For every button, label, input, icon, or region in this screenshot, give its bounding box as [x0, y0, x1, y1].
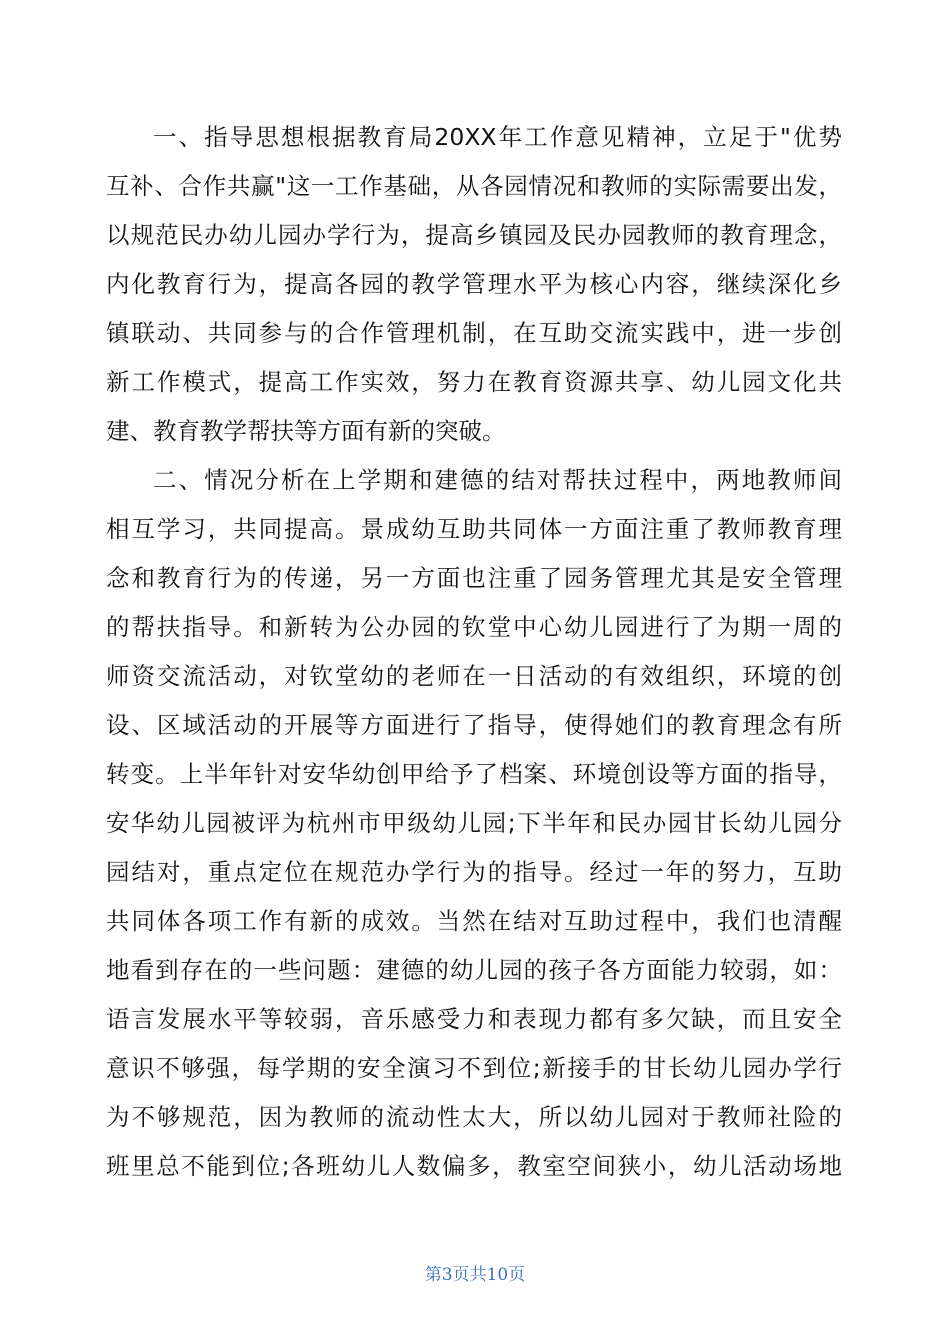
text-line: 二、情况分析在上学期和建德的结对帮扶过程中，两地教师间 [153, 466, 842, 494]
text-line: 镇联动、共同参与的合作管理机制，在互助交流实践中，进一步创 [106, 319, 842, 347]
text-line: 设、区域活动的开展等方面进行了指导，使得她们的教育理念有所 [106, 711, 842, 739]
text-line: 的帮扶指导。和新转为公办园的钦堂中心幼儿园进行了为期一周的 [106, 613, 842, 641]
text-line: 班里总不能到位;各班幼儿人数偏多，教室空间狭小，幼儿活动场地 [106, 1152, 842, 1180]
text-line: 师资交流活动，对钦堂幼的老师在一日活动的有效组织，环境的创 [106, 662, 842, 690]
text-line: 互补、合作共赢"这一工作基础，从各园情况和教师的实际需要出发， [106, 172, 842, 200]
document-body [106, 113, 842, 1240]
text-line: 地看到存在的一些问题：建德的幼儿园的孩子各方面能力较弱，如： [106, 956, 842, 984]
paragraph-situation-analysis [106, 456, 842, 1240]
text-line: 为不够规范，因为教师的流动性太大，所以幼儿园对于教师社险的 [106, 1103, 842, 1131]
text-line: 安华幼儿园被评为杭州市甲级幼儿园;下半年和民办园甘长幼儿园分 [106, 809, 842, 837]
text-line: 共同体各项工作有新的成效。当然在结对互助过程中，我们也清醒 [106, 907, 842, 935]
text-line: 新工作模式，提高工作实效，努力在教育资源共享、幼儿园文化共 [106, 368, 842, 396]
text-line [106, 1191, 842, 1240]
paragraph-guiding-ideology [106, 113, 842, 456]
text-line: 以规范民办幼儿园办学行为，提高乡镇园及民办园教师的教育理念， [106, 221, 842, 249]
text-line: 园结对，重点定位在规范办学行为的指导。经过一年的努力，互助 [106, 858, 842, 886]
page-number-footer: 第3页共10页 [424, 1265, 526, 1285]
text-line: 转变。上半年针对安华幼创甲给予了档案、环境创设等方面的指导， [106, 760, 842, 788]
text-line: 念和教育行为的传递，另一方面也注重了园务管理尤其是安全管理 [106, 564, 842, 592]
text-line: 内化教育行为，提高各园的教学管理水平为核心内容，继续深化乡 [106, 270, 842, 298]
text-line: 意识不够强，每学期的安全演习不到位;新接手的甘长幼儿园办学行 [106, 1054, 842, 1082]
text-line: 语言发展水平等较弱，音乐感受力和表现力都有多欠缺，而且安全 [106, 1005, 842, 1033]
text-line: 一、指导思想根据教育局20XX年工作意见精神，立足于"优势 [153, 123, 842, 151]
text-line: 相互学习，共同提高。景成幼互助共同体一方面注重了教师教育理 [106, 515, 842, 543]
text-line: 建、教育教学帮扶等方面有新的突破。 [106, 417, 506, 445]
